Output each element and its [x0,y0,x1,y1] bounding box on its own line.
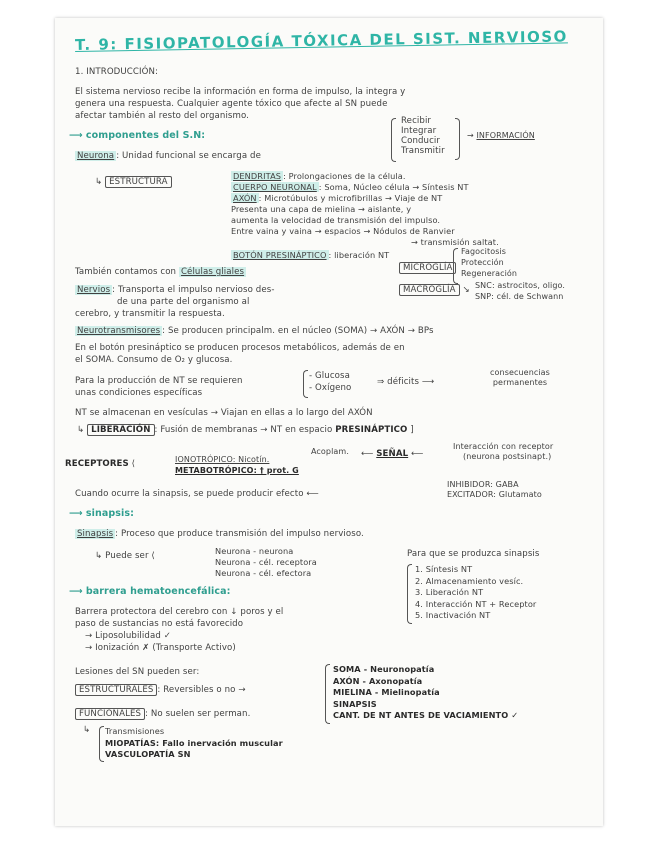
nervios-line-2: de una parte del organismo al [117,297,250,307]
sinapsis-types: Neurona - neurona Neurona - cél. receptora Neurona - cél. efectora [215,546,317,578]
arrow-right-icon: ⟶ [69,508,83,519]
nt-conditions: - Glucosa - Oxígeno [309,371,352,393]
intro-line-3: afectar también al resto del organismo. [75,111,250,121]
brace [325,664,330,724]
estructura-line: ↳ ESTRUCTURA [95,176,172,188]
microglia-label: MICROGLÍA [399,262,456,274]
nt-line-1: Neurotransmisores : Se producen principalm. en el núcleo (SOMA) → AXÓN → BPs [77,326,434,336]
macroglia-funcs: SNC: astrocitos, oligo. SNP: cél. de Schwann [475,281,566,301]
barrera-heading: ⟶ barrera hematoencefálica: [69,586,231,597]
nt-line-3: el SOMA. Consumo de O₂ y glucosa. [75,355,233,365]
puede-ser: ↳ Puede ser ⟨ [95,551,155,561]
acoplamiento-label: Acoplam. [311,447,349,456]
intro-line-2: genera una respuesta. Cualquier agente tóxico que afecte al SN puede [75,99,388,109]
brace [453,248,458,284]
receptores-label: RECEPTORES ⟨ [65,459,136,469]
page-title: T. 9: FISIOPATOLOGÍA TÓXICA DEL SIST. NERVIOSO [74,27,568,54]
macroglia-label: MACROGLÍA ↘ [399,284,470,296]
sinapsis-steps: 1. Síntesis NT 2. Almacenamiento vesíc. 3. Liberación NT 4. Interacción NT + Receptor 5. Inactivación NT [415,564,537,620]
func-arrow: ↳ [83,725,91,735]
arrow-right-icon: ⟶ [69,586,83,597]
cuando-line: Cuando ocurre la sinapsis, se puede producir efecto ⟵ [75,489,319,499]
para-sinapsis: Para que se produzca sinapsis [407,549,540,559]
barrera-line-4: → Ionización ✗ (Transporte Activo) [85,643,236,653]
funcionales-line: FUNCIONALES : No suelen ser perman. [75,708,250,720]
note-page [55,18,603,826]
nervios-line-1: Nervios : Transporta el impulso nervioso des- [77,285,275,295]
brace [407,564,412,624]
receptor-types: IONOTRÓPICO: Nicotín. METABOTRÓPICO: † prot. G [175,455,299,475]
neurona-line: Neurona : Unidad funcional se encarga de [77,151,261,161]
estructurales-line: ESTRUCTURALES : Reversibles o no → [75,684,246,696]
barrera-line-2: paso de sustancias no está favorecido [75,619,244,629]
glia-line: También contamos con Células gliales [75,267,245,277]
effect-types: INHIBIDOR: GABA EXCITADOR: Glutamato [447,480,542,499]
senal-label: ⟵ SEÑAL ⟵ [361,449,424,459]
componentes-heading: ⟶ componentes del S.N: [69,130,206,141]
barrera-line-3: → Liposolubilidad ✓ [85,631,172,641]
brace [455,118,460,160]
neurona-funcs: Recibir Integrar Conducir Transmitir [401,116,445,156]
deficits-label: ⇒ déficits ⟶ [377,377,435,387]
sinapsis-heading: ⟶ sinapsis: [69,508,135,519]
informacion-label: → INFORMACIÓN [467,131,535,140]
nervios-line-3: cerebro, y transmitir la respuesta. [75,309,225,319]
brace [391,118,396,162]
brace [303,370,308,398]
consecuencias-label: consecuencias permanentes [490,368,550,387]
arrow-right-icon: ⟶ [69,130,83,141]
func-list: Transmisiones MIOPATÍAS: Fallo inervación muscular VASCULOPATÍA SN [105,726,283,759]
nt-line-2: En el botón presináptico se producen procesos metabólicos, además de en [75,343,405,353]
barrera-line-1: Barrera protectora del cerebro con ↓ poros y el [75,607,284,617]
liberacion-line: ↳ LIBERACIÓN : Fusión de membranas → NT en espacio PRESINÁPTICO ] [77,425,414,435]
intro-heading: 1. INTRODUCCIÓN: [75,67,159,77]
estructura-details: DENDRITAS : Prolongaciones de la célula. CUERPO NEURONAL : Soma, Núcleo célula → Síntesis NT AXÓN : Microtúbulos y microfibrillas → Viaje de NT Presenta una capa de mielina → aislante, y aumenta la velocidad de transmisión del impulso. Entre vaina y vaina → espacios → Nódulos de Ranvier → transmisión saltat. BOTÓN PRESINÁPTICO : liberación NT [231,171,499,260]
microglia-funcs: Fagocitosis Protección Regeneración [461,247,518,278]
lesion-types: SOMA - Neuronopatía AXÓN - Axonopatía MIELINA - Mielinopatía SINAPSIS CANT. DE NT ANTES DE VACIAMIENTO ✓ [333,664,519,720]
intro-line-1: El sistema nervioso recibe la información en forma de impulso, la integra y [75,87,406,97]
lesiones-line: Lesiones del SN pueden ser: [75,667,200,677]
nt-line-4: Para la producción de NT se requieren [75,376,243,386]
interaccion-label: Interacción con receptor (neurona postsinapt.) [453,442,554,461]
sinapsis-def: Sinapsis : Proceso que produce transmisión del impulso nervioso. [77,529,364,539]
brace [99,726,104,762]
nt-line-5: unas condiciones específicas [75,388,203,398]
nt-line-6: NT se almacenan en vesículas → Viajan en ellas a lo largo del AXÓN [75,408,373,418]
